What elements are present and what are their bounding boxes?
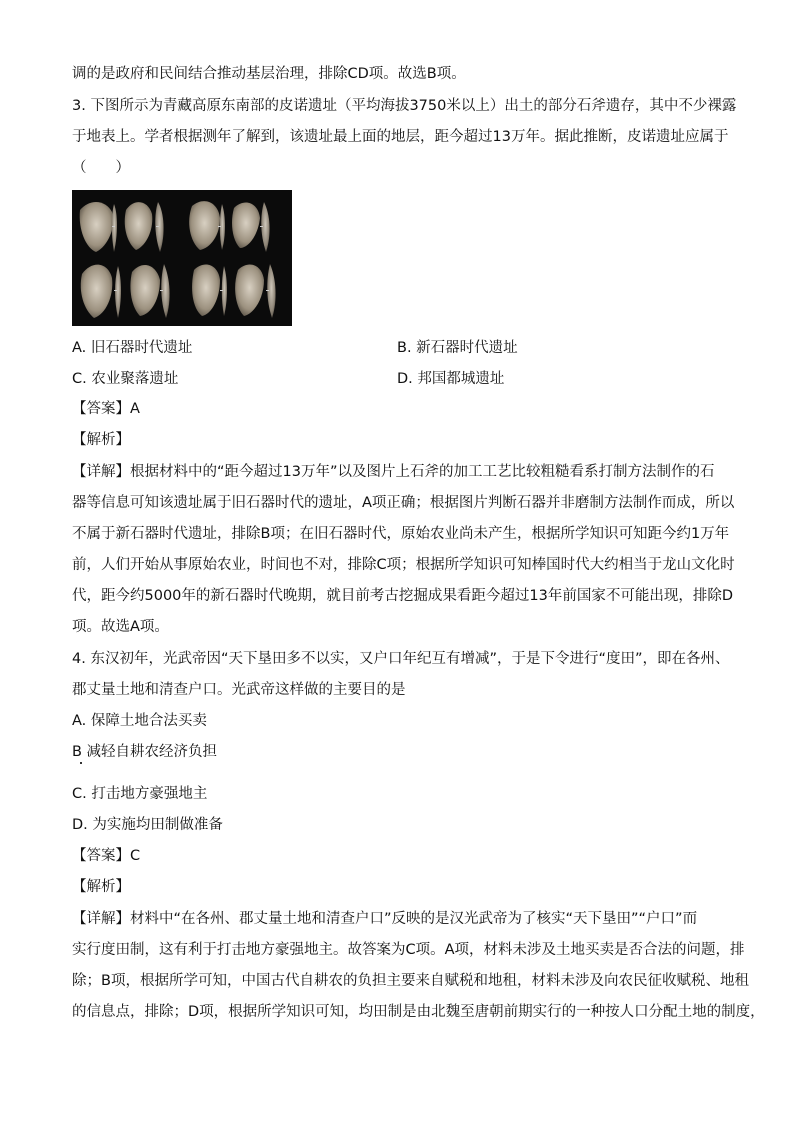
q3-option-b: B. 新石器时代遗址 <box>397 340 518 356</box>
q4-option-d: D. 为实施均田制做准备 <box>72 817 223 833</box>
q4-analysis-label: 【解析】 <box>72 879 130 895</box>
question-3-blank: （ ） <box>72 160 130 176</box>
q4-option-c: C. 打击地方豪强地主 <box>72 786 208 802</box>
q4-option-b: B 减轻自耕农经济负担 <box>72 744 218 760</box>
q3-detail-line: 项。故选A项。 <box>72 619 169 635</box>
stone-axes-photo <box>72 190 292 326</box>
stray-dot <box>80 762 82 764</box>
q4-option-a: A. 保障土地合法买卖 <box>72 713 207 729</box>
q3-detail-line: 器等信息可知该遗址属于旧石器时代的遗址，A项正确；根据图片判断石器并非磨制方法制作而成，所以 <box>72 495 735 511</box>
q4-detail-line: 的信息点，排除；D项，根据所学知识可知，均田制是由北魏至唐朝前期实行的一种按人口分配土地的制度， <box>72 1004 765 1020</box>
q3-option-a: A. 旧石器时代遗址 <box>72 340 193 356</box>
question-3-stem: 于地表上。学者根据测年了解到，该遗址最上面的地层，距今超过13万年。据此推断，皮诺遗址应属于 <box>72 129 729 145</box>
q3-answer: 【答案】A <box>72 401 140 417</box>
q3-detail-line: 代，距今约5000年的新石器时代晚期，就目前考古挖掘成果看距今超过13年前国家不可能出现，排除D <box>72 588 734 604</box>
q4-detail-line: 实行度田制，这有利于打击地方豪强地主。故答案为C项。A项，材料未涉及土地买卖是否合法的问题，排 <box>72 942 745 958</box>
q3-option-c: C. 农业聚落遗址 <box>72 371 179 387</box>
question-3-stem: 3. 下图所示为青藏高原东南部的皮诺遗址（平均海拔3750米以上）出土的部分石斧遗存，其中不少裸露 <box>72 98 737 114</box>
q4-answer: 【答案】C <box>72 848 141 864</box>
q3-detail-line: 【详解】根据材料中的“距今超过13万年”以及图片上石斧的加工工艺比较粗糙看系打制方法制作的石 <box>72 464 715 480</box>
q3-option-d: D. 邦国都城遗址 <box>397 371 505 387</box>
q3-detail-line: 不属于新石器时代遗址，排除B项；在旧石器时代，原始农业尚未产生，根据所学知识可知距今约1万年 <box>72 526 730 542</box>
q3-analysis-label: 【解析】 <box>72 432 130 448</box>
q3-detail-line: 前，人们开始从事原始农业，时间也不对，排除C项；根据所学知识可知棒国时代大约相当于龙山文化时 <box>72 557 735 573</box>
q4-detail-line: 【详解】材料中“在各州、郡丈量土地和清查户口”反映的是汉光武帝为了核实“天下垦田”“户口”而 <box>72 911 698 927</box>
q4-detail-line: 除；B项，根据所学可知，中国古代自耕农的负担主要来自赋税和地租，材料未涉及向农民征收赋税、地租 <box>72 973 749 989</box>
question-4-stem: 4. 东汉初年，光武帝因“天下垦田多不以实，又户口年纪互有增减”，于是下令进行“度田”，即在各州、 <box>72 651 730 667</box>
prev-analysis-line: 调的是政府和民间结合推动基层治理，排除CD项。故选B项。 <box>72 66 466 82</box>
question-4-stem: 郡丈量土地和清查户口。光武帝这样做的主要目的是 <box>72 682 406 698</box>
